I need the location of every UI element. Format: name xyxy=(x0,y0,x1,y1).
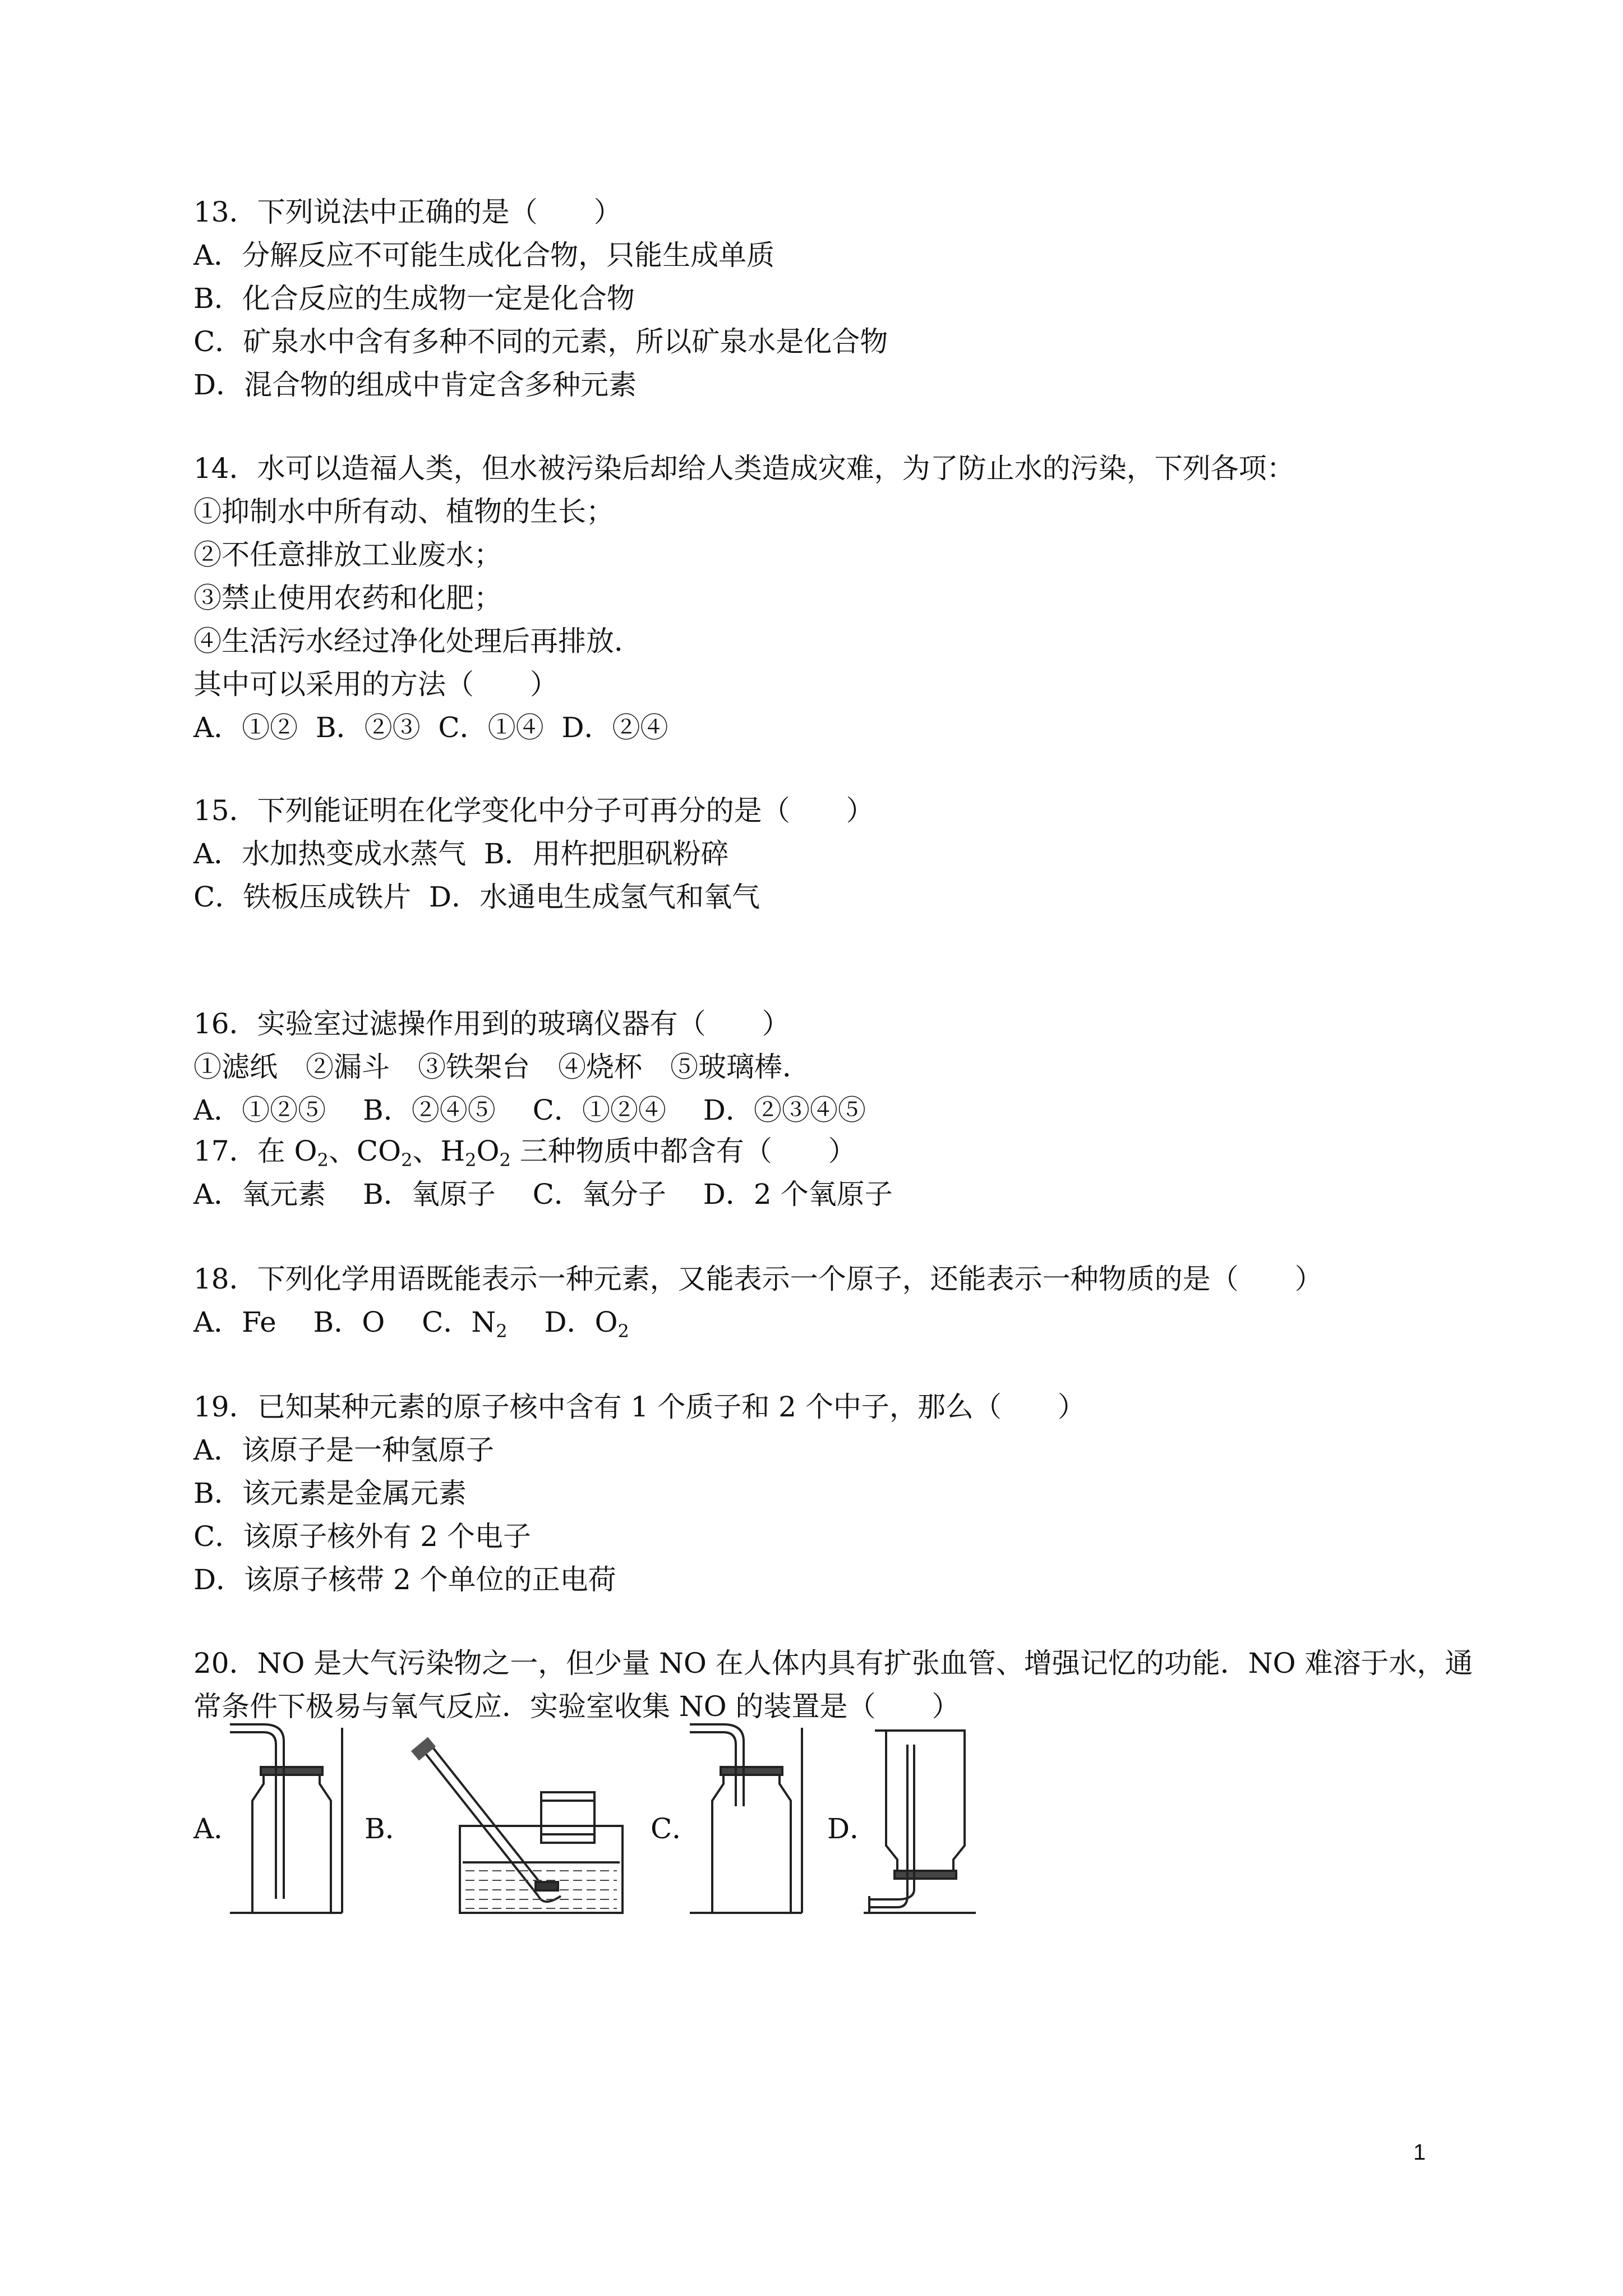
question-16 xyxy=(193,1007,1455,1139)
options-line-1: A．水加热变成水蒸气 B．用杵把胆矾粉碎 xyxy=(193,838,729,870)
option-d: D．混合物的组成中肯定含多种元素 xyxy=(193,369,637,401)
question-15 xyxy=(193,794,1455,926)
question-17 xyxy=(193,1137,1455,1223)
option-a: A．该原子是一种氢原子 xyxy=(193,1434,495,1466)
apparatus-a-image xyxy=(230,1728,353,1918)
options-line: A．氧元素 B．氧原子 C．氧分子 D．2 个氧原子 xyxy=(193,1178,893,1211)
statement-4: ④生活污水经过净化处理后再排放． xyxy=(193,625,642,657)
page-number: 1 xyxy=(1413,2140,1426,2165)
question-13 xyxy=(193,198,1455,414)
question-19 xyxy=(193,1393,1455,1609)
figure-label-c: C． xyxy=(651,1812,700,1845)
question-stem: 15．下列能证明在化学变化中分子可再分的是（ ） xyxy=(193,794,874,827)
question-stem: 18．下列化学用语既能表示一种元素，又能表示一个原子，还能表示一种物质的是（ ） xyxy=(193,1263,1323,1295)
question-stem-line-2: 常条件下极易与氧气反应．实验室收集 NO 的装置是（ ） xyxy=(193,1690,960,1723)
apparatus-d-image xyxy=(864,1728,976,1918)
question-stem: 19．已知某种元素的原子核中含有 1 个质子和 2 个中子，那么（ ） xyxy=(193,1391,1086,1423)
apparatus-b-image xyxy=(409,1728,634,1918)
question-stem: 16．实验室过滤操作用到的玻璃仪器有（ ） xyxy=(193,1007,790,1040)
question-stem: 14．水可以造福人类，但水被污染后却给人类造成灾难，为了防止水的污染，下列各项： xyxy=(193,452,1295,485)
question-14 xyxy=(193,454,1455,757)
question-18 xyxy=(193,1265,1455,1351)
question-stem: 17．在 $O_2$、$CO_2$、$H_2O_2$ 三种物质中都含有（ ） xyxy=(193,1135,856,1171)
options-line: A．①② B．②③ C．①④ D．②④ xyxy=(193,711,668,744)
option-c: C．矿泉水中含有多种不同的元素，所以矿泉水是化合物 xyxy=(193,325,888,358)
option-c: C．该原子核外有 2 个电子 xyxy=(193,1520,531,1553)
statement-3: ③禁止使用农药和化肥； xyxy=(193,582,502,614)
items-line: ①滤纸 ②漏斗 ③铁架台 ④烧杯 ⑤玻璃棒． xyxy=(193,1051,810,1083)
question-stem-line-1: 20．NO 是大气污染物之一，但少量 NO 在人体内具有扩张血管、增强记忆的功能．NO 难溶于水，通 xyxy=(193,1647,1473,1680)
statement-1: ①抑制水中所有动、植物的生长； xyxy=(193,495,614,528)
option-b: B．该元素是金属元素 xyxy=(193,1477,467,1510)
statement-2: ②不任意排放工业废水； xyxy=(193,539,502,571)
options-line-2: C．铁板压成铁片 D．水通电生成氢气和氧气 xyxy=(193,881,760,913)
option-d: D．该原子核带 2 个单位的正电荷 xyxy=(193,1563,616,1596)
option-b: B．化合反应的生成物一定是化合物 xyxy=(193,282,635,315)
figure-label-a: A． xyxy=(193,1812,242,1845)
figure-label-b: B． xyxy=(365,1812,413,1845)
option-a: A．分解反应不可能生成化合物，只能生成单质 xyxy=(193,239,775,272)
apparatus-c-image xyxy=(690,1728,813,1918)
question-20 xyxy=(193,1647,1473,1736)
question-stem: 13．下列说法中正确的是（ ） xyxy=(193,196,622,228)
question-tail: 其中可以采用的方法（ ） xyxy=(193,668,558,701)
figure-label-d: D． xyxy=(827,1812,878,1845)
options-line: A．①②⑤ B．②④⑤ C．①②④ D．②③④⑤ xyxy=(193,1094,866,1126)
options-line: A．Fe B．O C．$N_2$ D．$O_2$ xyxy=(193,1306,629,1342)
